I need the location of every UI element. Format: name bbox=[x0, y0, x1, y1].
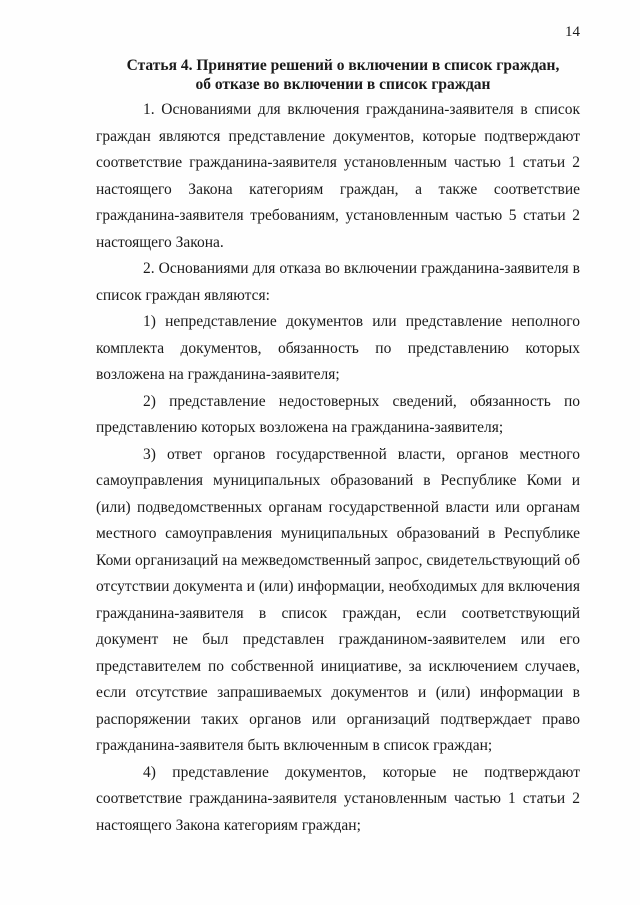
list-item-refusal-4: 4) представление документов, которые не подтверждают соответствие гражданина-заявителя установленным частью 1 статьи 2 настоящего Закона категориям граждан; bbox=[96, 763, 580, 834]
list-item-refusal-2: 2) представление недостоверных сведений, обязанность по представлению которых возложена на гражданина-заявителя; bbox=[96, 392, 580, 436]
paragraph-grounds-for-refusal: 2. Основаниями для отказа во включении гражданина-заявителя в список граждан являются: bbox=[96, 260, 580, 304]
article-heading bbox=[96, 56, 590, 94]
list-item-refusal-3: 3) ответ органов государственной власти, органов местного самоуправления муниципальных образований в Республике Коми и (или) подведомственных органам государственной власти или органам местного самоуправления муниципальных образований в Республике Коми организаций на межведомственный запрос, свидетельствующий об отсутствии документа и (или) информации, необходимых для включения гражданина-заявителя в список граждан, если соответствующий документ не был представлен гражданином-заявителем или его представителем по собственной инициативе, за исключением случаев, если отсутствие запрашиваемых документов и (или) информации в распоряжении таких органов или организаций подтверждает право гражданина-заявителя быть включенным в список граждан; bbox=[96, 445, 580, 754]
article-heading-line-1: Статья 4. Принятие решений о включении в список граждан, bbox=[126, 57, 560, 74]
article-body bbox=[96, 97, 580, 839]
article-heading-line-2: об отказе во включении в список граждан bbox=[195, 76, 491, 93]
list-item-refusal-1: 1) непредставление документов или представление неполного комплекта документов, обязанность по представлению которых возложена на гражданина-заявителя; bbox=[96, 313, 580, 383]
page-number: 14 bbox=[565, 24, 580, 40]
paragraph-grounds-for-inclusion: 1. Основаниями для включения гражданина-заявителя в список граждан являются представление документов, которые подтверждают соответствие гражданина-заявителя установленным частью 1 статьи 2 настоящего Закона категориям граждан, а также соответствие гражданина-заявителя требованиям, установленным частью 5 статьи 2 настоящего Закона. bbox=[96, 101, 580, 251]
